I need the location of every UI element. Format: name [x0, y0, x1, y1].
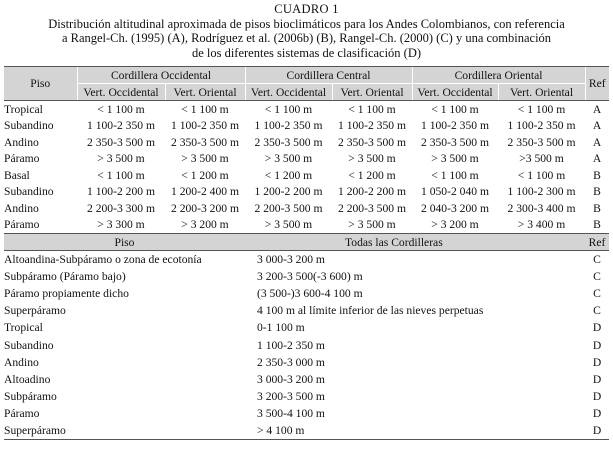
cell-value: < 1 200 m	[181, 168, 229, 182]
table-row	[4, 285, 609, 302]
cell-piso: Páramo propiamente dicho	[4, 287, 129, 301]
cell-value: 1 100-2 350 m	[257, 338, 325, 352]
cell-value: 1 100-2 350 m	[338, 119, 406, 133]
header-cordillera-central: Cordillera Central	[245, 67, 412, 84]
table-row	[4, 217, 609, 234]
table-row	[4, 405, 609, 422]
cell-ref: D	[592, 406, 602, 420]
cell-value: 1 100-2 350 m	[171, 119, 239, 133]
cell-value: >3 500 m	[519, 152, 564, 166]
cell-value: 2 350-3 000 m	[257, 355, 325, 369]
cell-piso: Altoandina-Subpáramo o zona de ecotonía	[4, 253, 202, 267]
caption-line-2: a Rangel-Ch. (1995) (A), Rodríguez et al. (2006b) (B), Rangel-Ch. (2000) (C) y una combinación	[61, 31, 552, 45]
cell-value: 1 200-2 200 m	[254, 185, 323, 199]
header-todas-cordilleras: Todas las Cordilleras	[245, 234, 585, 251]
cell-piso: Subpáramo	[4, 389, 57, 403]
cell-value: > 3 500 m	[348, 152, 396, 166]
cell-ref: C	[593, 270, 601, 284]
cell-ref: C	[593, 287, 601, 301]
table-caption	[0, 0, 613, 60]
cell-ref: D	[592, 338, 602, 352]
cell-value: < 1 100 m	[517, 102, 566, 116]
cell-value: 2 350-3 500 m	[338, 135, 406, 149]
header-vert-oriental: Vert. Oriental	[332, 84, 412, 101]
table-row	[4, 151, 609, 168]
cell-ref: D	[592, 372, 602, 386]
cell-value: > 3 500 m	[431, 152, 479, 166]
table-row	[4, 118, 609, 135]
header-ref: Ref	[585, 67, 609, 101]
cell-value: 4 100 m al límite inferior de las nieves perpetuas	[257, 304, 484, 318]
cell-piso: Páramo	[4, 152, 40, 166]
cell-value: (3 500-)3 600-4 100 m	[257, 287, 363, 301]
cell-piso: Subpáramo (Páramo bajo)	[4, 270, 126, 284]
cell-value: 1 200-2 200 m	[338, 185, 406, 199]
table-row	[4, 167, 609, 184]
cell-value: 2 350-3 500 m	[171, 135, 239, 149]
cell-ref: D	[592, 321, 602, 335]
table-row	[4, 388, 609, 405]
cell-piso: Subandino	[4, 185, 54, 199]
header-vert-oriental: Vert. Oriental	[498, 84, 585, 101]
cell-value: 1 100-2 350 m	[421, 119, 489, 133]
cell-value: > 3 200 m	[431, 218, 479, 232]
cell-value: < 1 200 m	[348, 168, 396, 182]
cell-value: > 3 500 m	[264, 218, 313, 232]
cell-value: 3 200-3 500(-3 600) m	[257, 270, 363, 284]
header-vert-occidental: Vert. Occidental	[77, 84, 165, 101]
cell-value: 2 200-3 300 m	[87, 201, 155, 215]
cell-piso: Basal	[4, 168, 30, 182]
cell-value: 2 200-3 200 m	[171, 201, 239, 215]
caption-line-1: Distribución altitudinal aproximada de pisos bioclimáticos para los Andes Colombianos, con referencia	[48, 16, 565, 31]
cell-piso: Subandino	[4, 338, 54, 352]
header-vert-oriental: Vert. Oriental	[165, 84, 245, 101]
cell-value: < 1 100 m	[181, 102, 229, 116]
cell-ref: D	[592, 355, 602, 369]
caption-line-3: de los diferentes sistemas de clasificación (D)	[191, 45, 422, 60]
cell-value: 1 200-2 400 m	[171, 185, 239, 199]
cell-piso: Tropical	[4, 321, 43, 335]
table-row	[4, 184, 609, 201]
cell-ref: A	[592, 152, 602, 166]
cell-value: < 1 100 m	[431, 102, 479, 116]
cell-piso: Subandino	[4, 119, 54, 133]
table-row	[4, 371, 609, 388]
cell-value: 2 300-3 400 m	[507, 201, 576, 215]
cell-value: < 1 100 m	[264, 102, 313, 116]
cell-value: 1 100-2 350 m	[87, 119, 155, 133]
cell-value: 2 040-3 200 m	[421, 201, 489, 215]
cell-ref: B	[593, 218, 601, 232]
cell-piso: Páramo	[4, 218, 40, 232]
cell-value: 2 350-3 500 m	[87, 135, 155, 149]
cell-value: > 3 400 m	[517, 218, 566, 232]
table-row	[4, 268, 609, 285]
pisos-table	[4, 66, 609, 440]
cell-piso: Tropical	[4, 102, 43, 116]
cell-ref: B	[593, 185, 601, 199]
cell-piso: Páramo	[4, 406, 40, 420]
cell-value: > 3 500 m	[97, 152, 145, 166]
cell-value: 2 350-3 500 m	[507, 135, 576, 149]
cell-value: > 3 200 m	[181, 218, 229, 232]
table-row	[4, 336, 609, 353]
header-cordillera-occidental: Cordillera Occidental	[77, 67, 245, 84]
header-cordillera-oriental: Cordillera Oriental	[412, 67, 585, 84]
cell-value: < 1 100 m	[517, 168, 566, 182]
cell-ref: B	[593, 168, 601, 182]
header-row-groups	[4, 67, 609, 84]
cell-value: 1 100-2 350 m	[254, 119, 323, 133]
cell-value: 3 000-3 200 m	[257, 372, 325, 386]
cell-value: < 1 200 m	[264, 168, 313, 182]
cell-value: > 3 300 m	[97, 218, 145, 232]
cell-value: < 1 100 m	[97, 102, 145, 116]
cell-value: 2 350-3 500 m	[421, 135, 489, 149]
cell-ref: D	[592, 389, 602, 403]
cell-piso: Andino	[4, 135, 39, 149]
cell-value: 1 100-2 350 m	[507, 119, 576, 133]
cell-ref: A	[592, 119, 602, 133]
table-row	[4, 101, 609, 118]
cell-value: 1 050-2 040 m	[421, 185, 489, 199]
table-row	[4, 302, 609, 319]
cell-value: < 1 100 m	[348, 102, 396, 116]
cell-value: > 3 500 m	[264, 152, 313, 166]
cell-piso: Superpáramo	[4, 422, 245, 440]
cell-value: < 1 100 m	[431, 168, 479, 182]
cell-ref: A	[592, 102, 602, 116]
cell-ref: A	[592, 135, 602, 149]
header-piso: Piso	[4, 67, 77, 101]
table-row	[4, 319, 609, 336]
cell-piso: Superpáramo	[4, 304, 66, 318]
cell-ref: C	[593, 304, 601, 318]
cell-value: > 3 500 m	[348, 218, 396, 232]
cell-value: < 1 100 m	[97, 168, 145, 182]
header-vert-occidental: Vert. Occidental	[412, 84, 498, 101]
cell-value: 2 200-3 500 m	[338, 201, 406, 215]
header-vert-occidental: Vert. Occidental	[245, 84, 332, 101]
cell-value: 0-1 100 m	[257, 321, 305, 335]
cell-ref: C	[593, 253, 601, 267]
header-ref-2: Ref	[585, 234, 609, 251]
table-row	[4, 354, 609, 371]
table-row	[4, 134, 609, 151]
cell-piso: Altoadino	[4, 372, 51, 386]
cell-ref: B	[593, 201, 601, 215]
table-row	[4, 200, 609, 217]
cell-piso: Andino	[4, 355, 39, 369]
cell-value: 3 500-4 100 m	[257, 406, 325, 420]
cell-value: 1 100-2 200 m	[87, 185, 155, 199]
cell-ref: D	[585, 422, 609, 440]
cell-value: 3 200-3 500 m	[257, 389, 325, 403]
cell-value: 3 000-3 200 m	[257, 253, 325, 267]
cell-value: > 4 100 m	[245, 422, 585, 440]
header-piso-2: Piso	[4, 234, 245, 251]
cell-piso: Andino	[4, 201, 39, 215]
cell-value: 2 350-3 500 m	[254, 135, 323, 149]
header-row-todas	[4, 234, 609, 251]
cell-value: 2 200-3 500 m	[254, 201, 323, 215]
caption-label: CUADRO 1	[274, 2, 339, 16]
table-row	[4, 251, 609, 269]
table-row	[4, 422, 609, 440]
header-row-vertientes	[4, 84, 609, 101]
cell-value: 1 100-2 300 m	[507, 185, 576, 199]
cell-value: > 3 500 m	[181, 152, 229, 166]
